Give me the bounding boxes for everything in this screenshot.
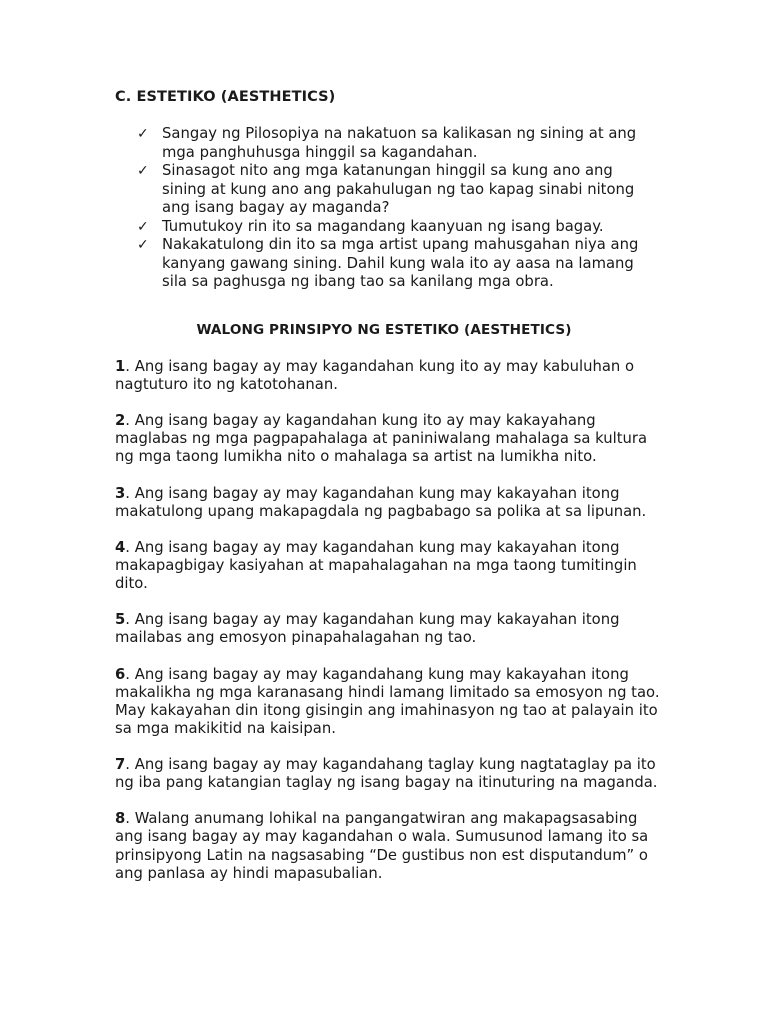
principle-item xyxy=(115,810,660,882)
list-item xyxy=(137,236,657,292)
principle-text: . Ang isang bagay ay may kagandahang taglay kung nagtataglay pa ito ng iba pang katangian taglay ng isang bagay na itinuturing na maganda. xyxy=(115,756,658,792)
principle-item xyxy=(115,539,660,593)
principle-text: . Walang anumang lohikal na pangangatwiran ang makapagsasabing ang isang bagay ay may kagandahan o wala. Sumusunod lamang ito sa prinsipyong Latin na nagsasabing “De gustibus non est disputandum” o ang panlasa ay hindi mapasubalian. xyxy=(115,810,649,882)
principle-item xyxy=(115,412,660,466)
principle-text: . Ang isang bagay ay may kagandahan kung may kakayahan itong makatulong upang makapagdala ng pagbabago sa polika at sa lipunan. xyxy=(115,484,647,520)
principle-number: 2 xyxy=(115,412,126,430)
section-heading: C. ESTETIKO (AESTHETICS) xyxy=(115,89,336,105)
principles-list xyxy=(115,358,660,901)
principle-number: 7 xyxy=(115,756,126,774)
checkmark-icon: ✓ xyxy=(137,163,149,179)
list-item-text: Sangay ng Pilosopiya na nakatuon sa kalikasan ng sining at ang mga panghuhusga hinggil sa kagandahan. xyxy=(162,125,637,161)
list-item-text: Nakakatulong din ito sa mga artist upang mahusgahan niya ang kanyang gawang sining. Dahil kung wala ito ay aasa na lamang sila sa paghusga ng ibang tao sa kanilang mga obra. xyxy=(162,236,639,290)
principle-item xyxy=(115,611,660,647)
principle-number: 8 xyxy=(115,810,126,828)
principle-item xyxy=(115,358,660,394)
checkmark-icon: ✓ xyxy=(137,218,149,235)
list-item xyxy=(137,125,657,162)
list-item xyxy=(137,218,657,237)
principle-text: . Ang isang bagay ay may kagandahan kung ito ay may kabuluhan o nagtuturo ito ng katotohanan. xyxy=(115,358,635,394)
principle-item xyxy=(115,756,660,792)
principle-item xyxy=(115,666,660,738)
principle-text: . Ang isang bagay ay may kagandahang kung may kakayahan itong makalikha ng mga karanasang hindi lamang limitado sa emosyon ng tao. May kakayahan din itong gisingin ang imahinasyon ng tao at palayain ito sa mga makikitid na kaisipan. xyxy=(115,665,660,737)
principle-text: . Ang isang bagay ay kagandahan kung ito ay may kakayahang maglabas ng mga pagpapahalaga at paniniwalang mahalaga sa kultura ng mga taong lumikha nito o mahalaga sa artist na lumikha nito. xyxy=(115,412,648,466)
principle-number: 6 xyxy=(115,665,126,683)
checkmark-icon: ✓ xyxy=(137,237,149,253)
principle-number: 5 xyxy=(115,611,126,629)
list-item xyxy=(137,162,657,218)
principle-number: 1 xyxy=(115,358,126,375)
list-item-text: Sinasagot nito ang mga katanungan hinggil sa kung ano ang sining at kung ano ang pakahulugan ng tao kapag sinabi nitong ang isang bagay ay maganda? xyxy=(162,162,635,216)
principle-text: . Ang isang bagay ay may kagandahan kung may kakayahan itong makapagbigay kasiyahan at mapahalagahan na mga taong tumitingin dito. xyxy=(115,538,637,593)
principles-title: WALONG PRINSIPYO NG ESTETIKO (AESTHETICS) xyxy=(196,322,572,338)
checkmark-icon: ✓ xyxy=(137,126,149,142)
principle-text: . Ang isang bagay ay may kagandahan kung may kakayahan itong mailabas ang emosyon pinapahalagahan ng tao. xyxy=(115,611,620,647)
list-item-text: Tumutukoy rin ito sa magandang kaanyuan ng isang bagay. xyxy=(162,217,604,235)
checklist xyxy=(137,125,657,292)
principle-number: 4 xyxy=(115,538,126,556)
principle-number: 3 xyxy=(115,484,126,502)
principle-item xyxy=(115,485,660,521)
